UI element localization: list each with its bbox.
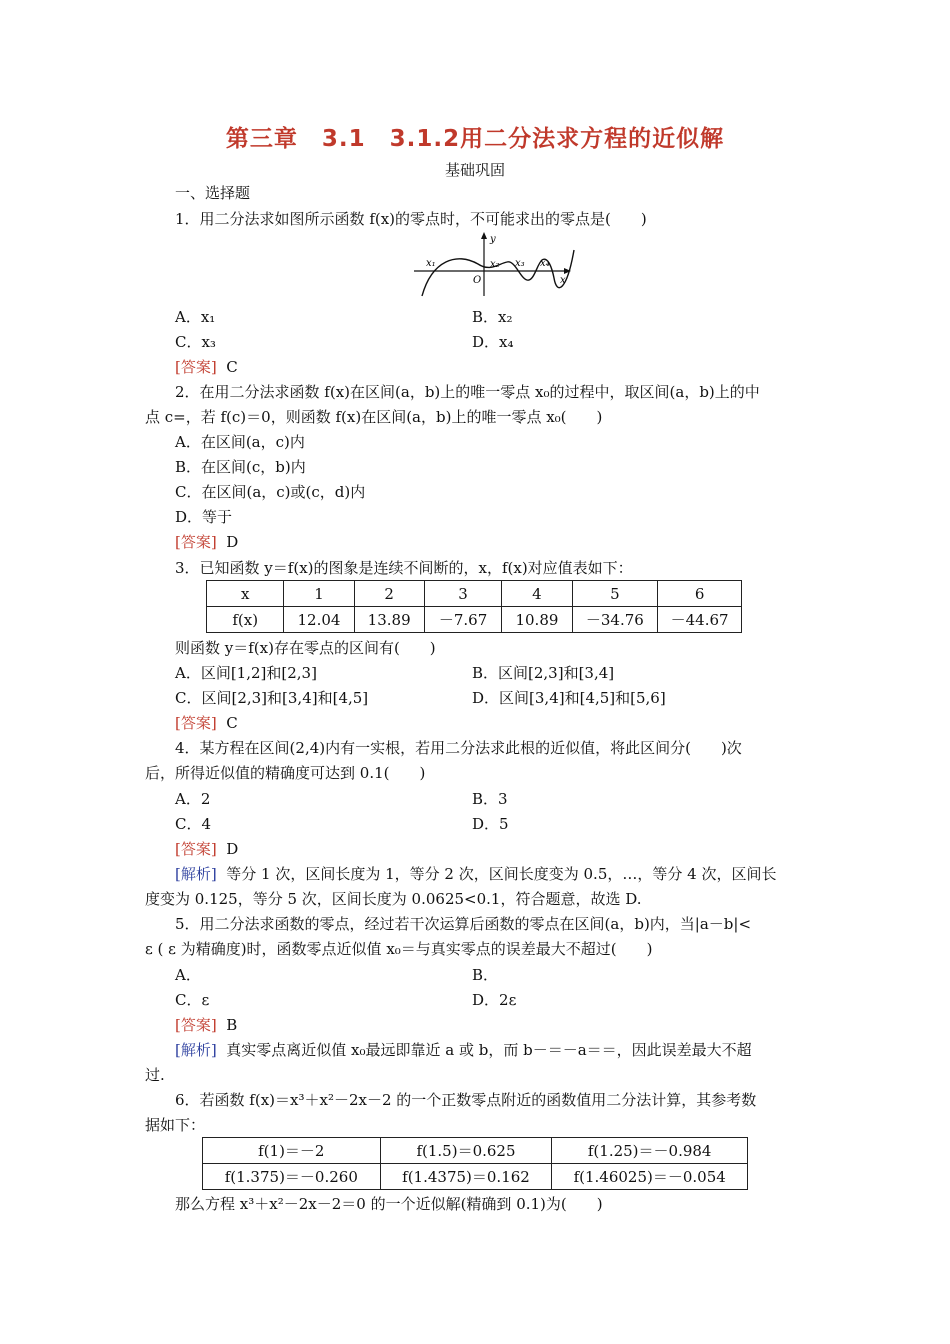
table-cell: f(1.25)＝－0.984: [552, 1138, 748, 1164]
q3-after-text: 则函数 y＝f(x)存在零点的区间有( ): [175, 639, 436, 657]
page-title: 第三章 3.1 3.1.2用二分法求方程的近似解: [225, 126, 725, 152]
table-cell: 13.89: [354, 607, 424, 633]
q4-stem-line1: 4．某方程在区间(2,4)内有一实根，若用二分法求此根的近似值，将此区间分( )次: [175, 739, 742, 757]
q6-reference-table: [202, 1137, 748, 1190]
q3-answer: [175, 713, 238, 733]
table-cell: 2: [354, 581, 424, 607]
q4-option-b: B．3: [472, 790, 508, 808]
label-x3: x₃: [515, 258, 525, 269]
answer-tag: [答案]: [175, 358, 217, 376]
table-cell: f(1.5)＝0.625: [380, 1138, 552, 1164]
q4-option-d: D．5: [472, 815, 509, 833]
answer-value: C: [226, 358, 238, 376]
q2-option-d: D．等于: [175, 508, 233, 526]
answer-value: D: [226, 840, 239, 858]
q3-option-c: C．区间[2,3]和[3,4]和[4,5]: [175, 689, 369, 707]
q6-stem-line1: 6．若函数 f(x)＝x³＋x²－2x－2 的一个正数零点附近的函数值用二分法计算，其参考数: [175, 1091, 757, 1109]
q6-after-text: 那么方程 x³＋x²－2x－2＝0 的一个近似解(精确到 0.1)为( ): [175, 1195, 603, 1213]
table-cell: 4: [502, 581, 572, 607]
label-x4: x₄: [540, 258, 550, 269]
q4-analysis-line1: [175, 864, 776, 884]
q3-option-d: D．区间[3,4]和[4,5]和[5,6]: [472, 689, 666, 707]
answer-tag: [答案]: [175, 533, 217, 551]
q5-option-a: A．: [175, 966, 201, 984]
q4-analysis-line2: 度变为 0.125，等分 5 次，区间长度为 0.0625<0.1，符合题意，故选 D.: [145, 890, 642, 908]
answer-tag: [答案]: [175, 1016, 217, 1034]
y-axis-arrow: [481, 232, 487, 239]
analysis-tag: [解析]: [175, 865, 217, 883]
table-cell: －7.67: [424, 607, 502, 633]
q1-option-a: A．x₁: [175, 308, 216, 326]
q5-option-d: D．2ε: [472, 991, 517, 1009]
table-cell: f(1)＝－2: [203, 1138, 381, 1164]
analysis-text: 等分 1 次，区间长度为 1，等分 2 次，区间长度变为 0.5，…，等分 4 次，区间长: [226, 865, 777, 883]
table-cell: －34.76: [572, 607, 658, 633]
table-cell: 3: [424, 581, 502, 607]
table-row: [203, 1164, 748, 1190]
q1-option-c: C．x₃: [175, 333, 216, 351]
q2-stem-line1: 2．在用二分法求函数 f(x)在区间(a，b)上的唯一零点 x₀的过程中，取区间(a，b)上的中: [175, 383, 760, 401]
table-cell: f(1.4375)＝0.162: [380, 1164, 552, 1190]
table-cell: 6: [658, 581, 742, 607]
answer-tag: [答案]: [175, 840, 217, 858]
answer-value: C: [226, 714, 238, 732]
q1-stem: 1．用二分法求如图所示函数 f(x)的零点时，不可能求出的零点是( ): [175, 210, 647, 228]
q2-option-a: A．在区间(a，c)内: [175, 433, 305, 451]
table-header-row: [207, 581, 742, 607]
q2-option-b: B．在区间(c，b)内: [175, 458, 306, 476]
table-cell: f(1.46025)＝－0.054: [552, 1164, 748, 1190]
table-row: [207, 607, 742, 633]
answer-tag: [答案]: [175, 714, 217, 732]
q1-function-graph: [412, 230, 577, 298]
q3-stem: 3．已知函数 y＝f(x)的图象是连续不间断的，x，f(x)对应值表如下：: [175, 559, 633, 577]
table-cell: 1: [284, 581, 354, 607]
answer-value: D: [226, 533, 239, 551]
q2-answer: [175, 532, 238, 552]
q1-option-b: B．x₂: [472, 308, 513, 326]
table-cell: －44.67: [658, 607, 742, 633]
q4-option-a: A．2: [175, 790, 211, 808]
table-cell: 12.04: [284, 607, 354, 633]
section-heading: 一、选择题: [175, 184, 251, 202]
q5-option-b: B．: [472, 966, 499, 984]
q5-analysis-line2: 过.: [145, 1066, 165, 1084]
q2-option-c: C．在区间(a，c)或(c，d)内: [175, 483, 366, 501]
answer-value: B: [226, 1016, 238, 1034]
function-curve: [422, 250, 574, 296]
analysis-text: 真实零点离近似值 x₀最远即靠近 a 或 b，而 b－＝－a＝＝，因此误差最大不超: [226, 1041, 752, 1059]
page-subtitle: 基础巩固: [444, 161, 505, 179]
q5-answer: [175, 1015, 237, 1035]
q5-analysis-line1: [175, 1040, 752, 1060]
q4-option-c: C．4: [175, 815, 212, 833]
q5-stem-line1: 5．用二分法求函数的零点，经过若干次运算后函数的零点在区间(a，b)内，当|a－b|<: [175, 915, 752, 933]
q1-option-d: D．x₄: [472, 333, 514, 351]
label-o: O: [473, 275, 482, 286]
q4-stem-line2: 后，所得近似值的精确度可达到 0.1( ): [145, 764, 426, 782]
q5-stem-line2: ε ( ε 为精确度)时，函数零点近似值 x₀＝与真实零点的误差最大不超过( ): [145, 940, 653, 958]
q4-answer: [175, 839, 238, 859]
table-cell: 5: [572, 581, 658, 607]
q1-answer: [175, 357, 238, 377]
label-x2: x₂: [490, 259, 500, 270]
label-x1: x₁: [426, 258, 436, 269]
analysis-tag: [解析]: [175, 1041, 217, 1059]
table-cell: x: [207, 581, 284, 607]
table-cell: f(x): [207, 607, 284, 633]
table-cell: f(1.375)＝－0.260: [203, 1164, 381, 1190]
q6-stem-line2: 据如下：: [145, 1116, 206, 1134]
label-x: x: [560, 275, 566, 286]
table-row: [203, 1138, 748, 1164]
q3-value-table: [206, 580, 742, 633]
q3-option-a: A．区间[1,2]和[2,3]: [175, 664, 317, 682]
q3-option-b: B．区间[2,3]和[3,4]: [472, 664, 615, 682]
table-cell: 10.89: [502, 607, 572, 633]
q5-option-c: C．ε: [175, 991, 210, 1009]
label-y: y: [490, 234, 496, 245]
q2-stem-line2: 点 c=，若 f(c)＝0，则函数 f(x)在区间(a，b)上的唯一零点 x₀( ): [145, 408, 603, 426]
